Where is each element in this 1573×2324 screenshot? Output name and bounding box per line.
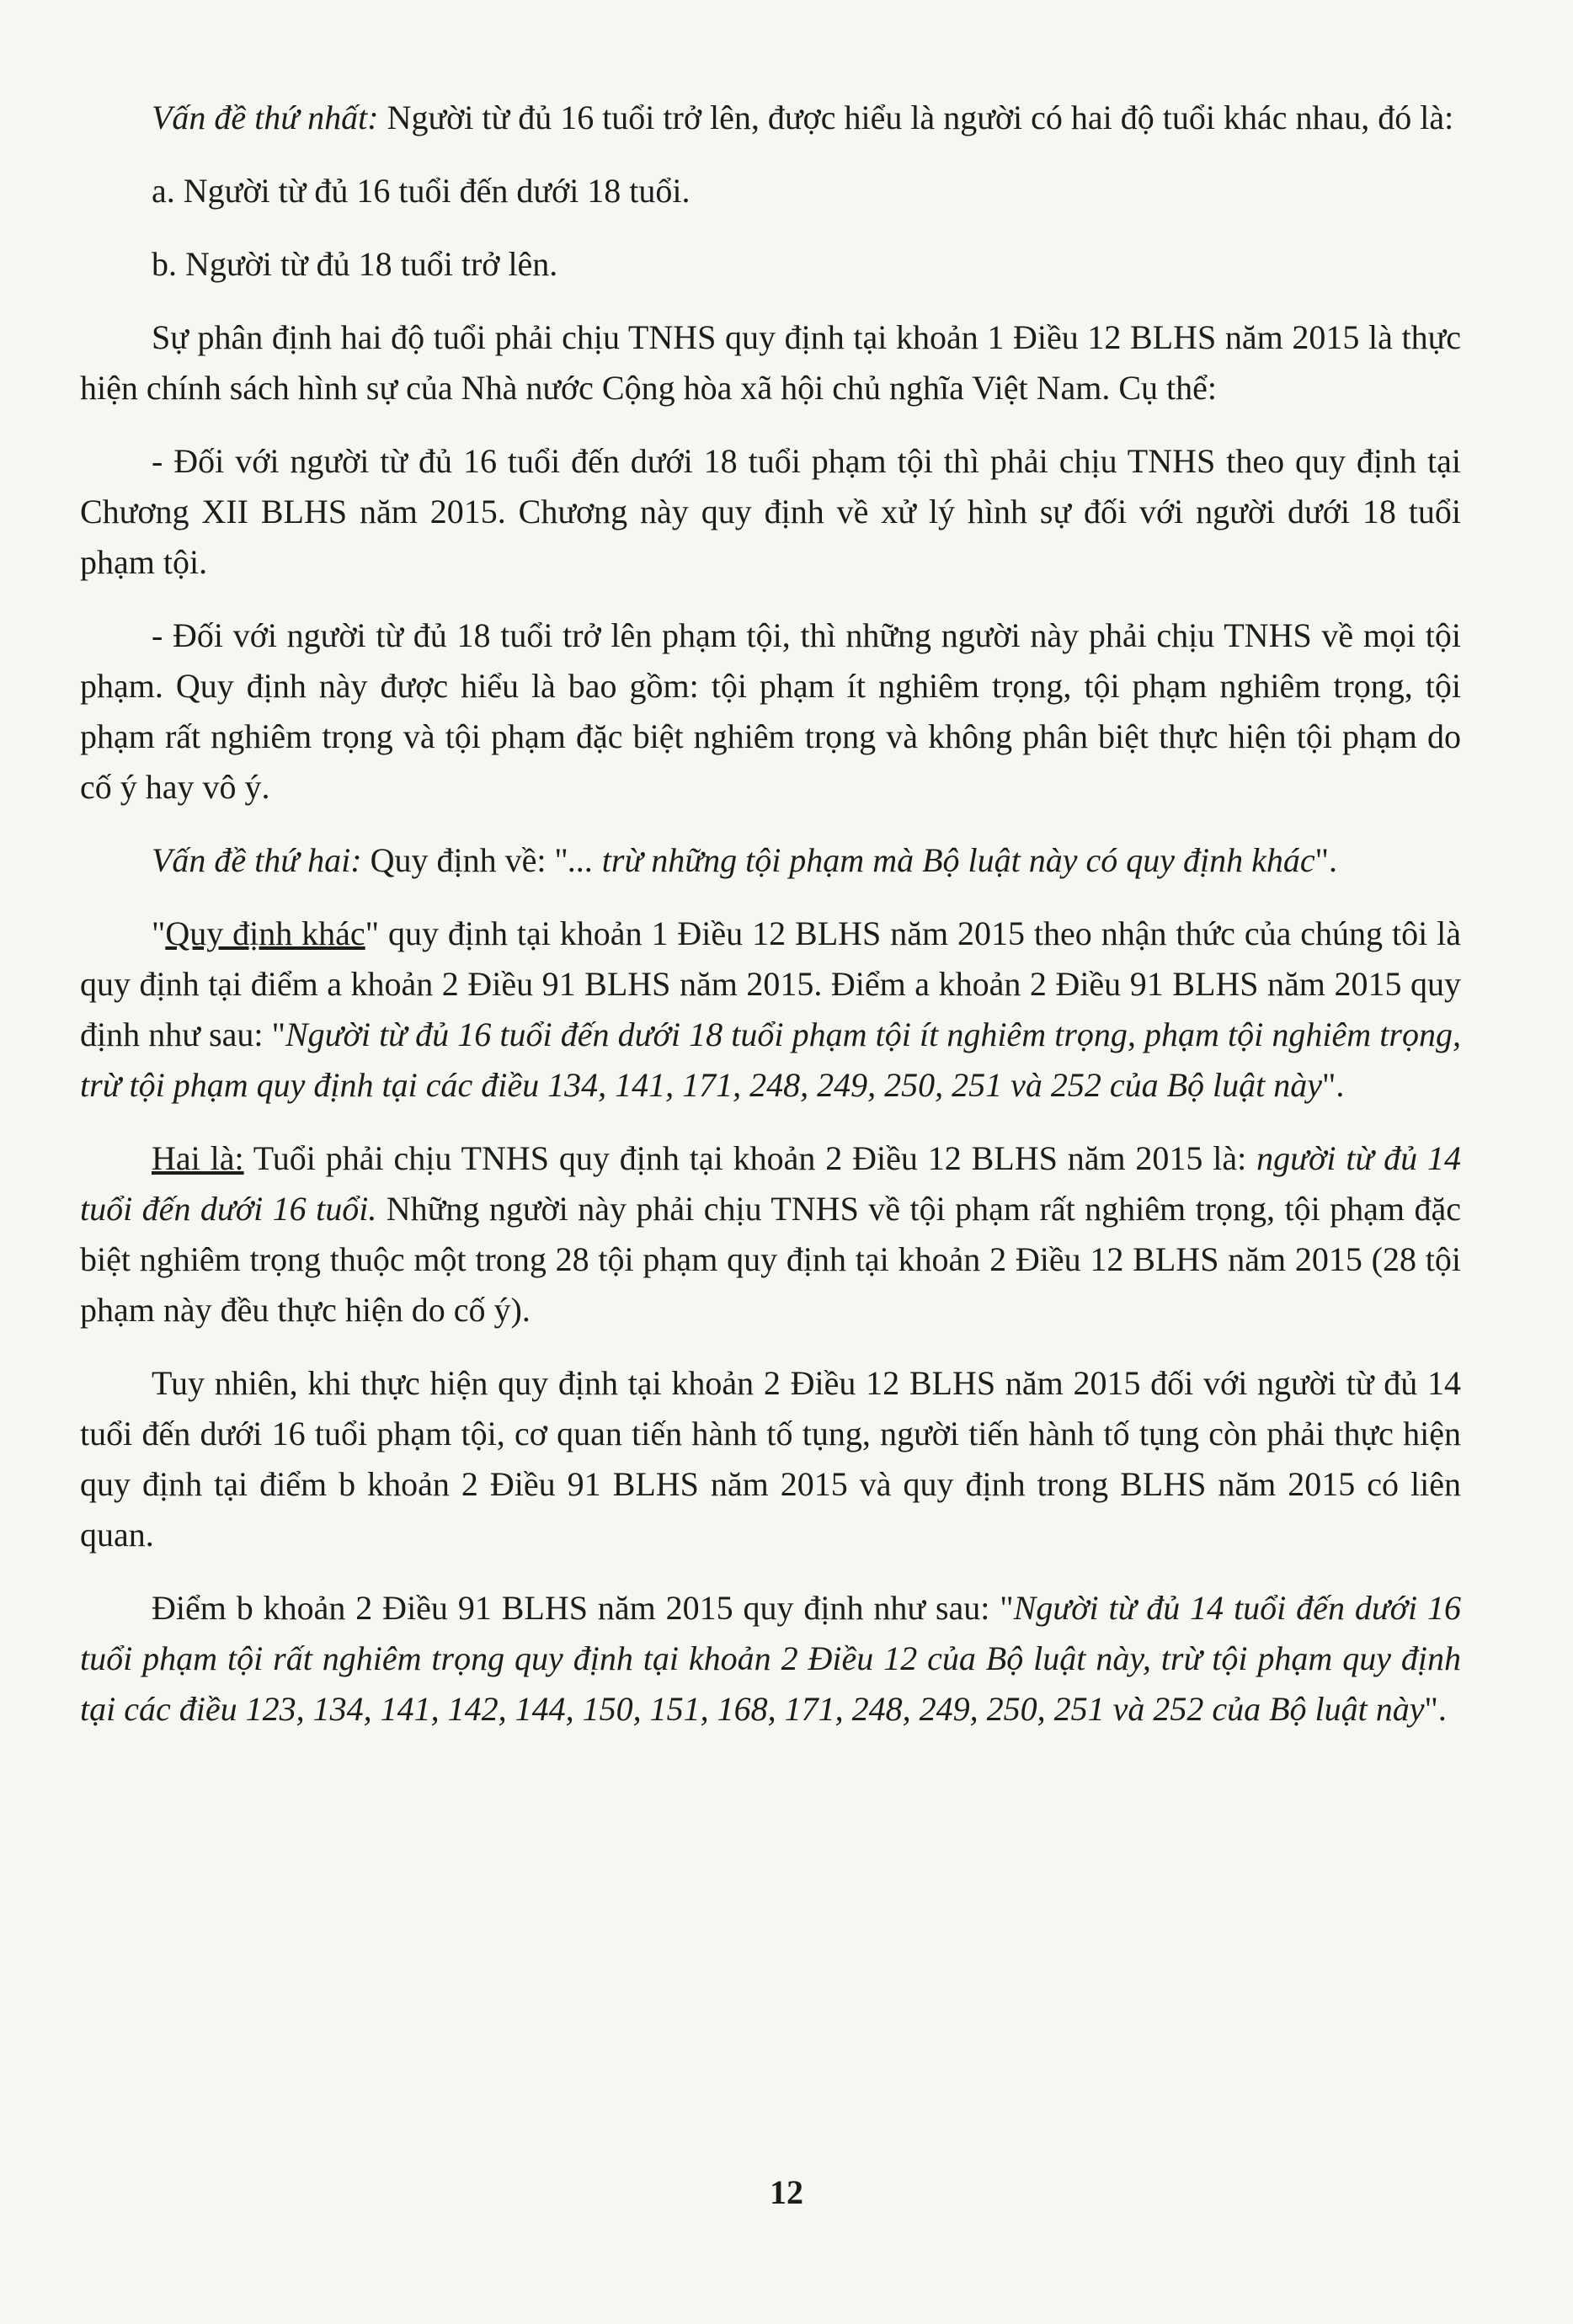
quoted-italic-text: Người từ đủ 14 tuổi đến dưới 16 tuổi phạm tội rất nghiêm trọng quy định tại khoản 2 Điều 12 của Bộ luật này, trừ tội phạm quy định tại các điều 123, 134, 141, 142, 144, 150, 151, 168, 171, 248, 249, 250, 251 và 252 của Bộ luật này <box>80 1589 1461 1728</box>
issue-two-heading: Vấn đề thứ hai: <box>152 841 362 879</box>
quoted-italic-text: Người từ đủ 16 tuổi đến dưới 18 tuổi phạm tội ít nghiêm trọng, phạm tội nghiêm trọng, trừ tội phạm quy định tại các điều 134, 141, 171, 248, 249, 250, 251 và 252 của Bộ luật này <box>80 1015 1461 1104</box>
paragraph-other-provisions <box>80 909 1461 1111</box>
paragraph-age-division <box>80 312 1461 413</box>
paragraph-text: Quy định về: " <box>361 841 568 879</box>
paragraph-text: - Đối với người từ đủ 18 tuổi trở lên phạm tội, thì những người này phải chịu TNHS về mọi tội phạm. Quy định này được hiểu là bao gồm: tội phạm ít nghiêm trọng, tội phạm nghiêm trọng, tội phạm rất nghiêm trọng và tội phạm đặc biệt nghiêm trọng và không phân biệt thực hiện tội phạm do cố ý hay vô ý. <box>80 616 1461 806</box>
list-item-text: b. Người từ đủ 18 tuổi trở lên. <box>152 245 558 283</box>
paragraph-second-point <box>80 1133 1461 1335</box>
paragraph-text: Sự phân định hai độ tuổi phải chịu TNHS quy định tại khoản 1 Điều 12 BLHS năm 2015 là thực hiện chính sách hình sự của Nhà nước Cộng hòa xã hội chủ nghĩa Việt Nam. Cụ thể: <box>80 318 1461 407</box>
page-number: 12 <box>770 2173 803 2211</box>
paragraph-bullet-18-plus <box>80 610 1461 813</box>
paragraph-text: - Đối với người từ đủ 16 tuổi đến dưới 18 tuổi phạm tội thì phải chịu TNHS theo quy định tại Chương XII BLHS năm 2015. Chương này quy định về xử lý hình sự đối với người dưới 18 tuổi phạm tội. <box>80 442 1461 581</box>
quoted-italic-text: ... trừ những tội phạm mà Bộ luật này có quy định khác <box>568 841 1315 879</box>
paragraph-text: Tuổi phải chịu TNHS quy định tại khoản 2 Điều 12 BLHS năm 2015 là: <box>243 1139 1257 1177</box>
document-page <box>80 93 1461 1757</box>
paragraph-issue-two <box>80 835 1461 886</box>
paragraph-text: " quy định tại khoản 1 Điều 12 BLHS năm 2015 theo nhận thức của chúng tôi là quy định tại điểm a khoản 2 Điều 91 BLHS năm 2015. Điểm a khoản 2 Điều 91 BLHS năm 2015 quy định như sau: " <box>80 914 1461 1053</box>
list-item-b <box>80 239 1461 290</box>
list-item-text: a. Người từ đủ 16 tuổi đến dưới 18 tuổi. <box>152 172 691 210</box>
list-item-a <box>80 166 1461 216</box>
paragraph-text: Người từ đủ 16 tuổi trở lên, được hiểu là người có hai độ tuổi khác nhau, đó là: <box>378 99 1454 136</box>
opening-quote: " <box>152 914 166 952</box>
paragraph-text: Tuy nhiên, khi thực hiện quy định tại khoản 2 Điều 12 BLHS năm 2015 đối với người từ đủ 14 tuổi đến dưới 16 tuổi phạm tội, cơ quan tiến hành tố tụng, người tiến hành tố tụng còn phải thực hiện quy định tại điểm b khoản 2 Điều 91 BLHS năm 2015 và quy định trong BLHS năm 2015 có liên quan. <box>80 1364 1461 1554</box>
paragraph-issue-one <box>80 93 1461 143</box>
paragraph-bullet-16-18 <box>80 436 1461 588</box>
italic-age-phrase: người từ đủ 14 tuổi đến dưới 16 tuổi. <box>80 1139 1461 1228</box>
underlined-term: Quy định khác <box>165 914 365 952</box>
paragraph-however <box>80 1358 1461 1560</box>
paragraph-tail: Những người này phải chịu TNHS về tội phạm rất nghiêm trọng, tội phạm đặc biệt nghiêm trọng thuộc một trong 28 tội phạm quy định tại khoản 2 Điều 12 BLHS năm 2015 (28 tội phạm này đều thực hiện do cố ý). <box>80 1190 1462 1329</box>
paragraph-text: Điểm b khoản 2 Điều 91 BLHS năm 2015 quy định như sau: " <box>152 1589 1014 1627</box>
paragraph-tail: ". <box>1322 1066 1345 1104</box>
paragraph-tail: ". <box>1314 841 1337 879</box>
issue-one-heading: Vấn đề thứ nhất: <box>152 99 379 136</box>
paragraph-point-b <box>80 1583 1461 1735</box>
paragraph-tail: ". <box>1424 1690 1447 1728</box>
underlined-term: Hai là: <box>152 1139 244 1177</box>
